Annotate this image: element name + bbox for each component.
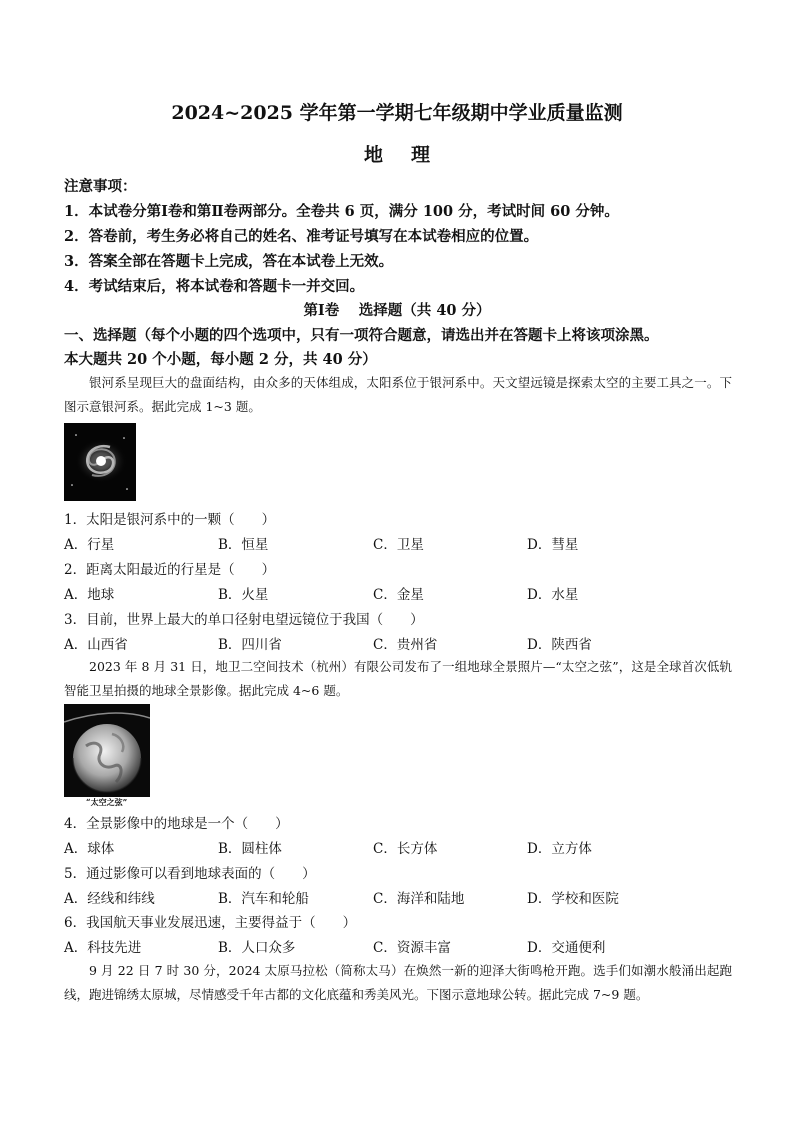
question-5-option-b[interactable]: B．汽车和轮船	[218, 891, 309, 907]
question-1-option-c[interactable]: C．卫星	[373, 537, 424, 553]
galaxy-image	[64, 423, 136, 501]
question-1-option-a[interactable]: A．行星	[64, 537, 115, 553]
question-2-option-c[interactable]: C．金星	[373, 587, 424, 603]
notice-item-4: 4．考试结束后，将本试卷和答题卡一并交回。	[64, 278, 365, 295]
question-6-option-c[interactable]: C．资源丰富	[373, 940, 451, 956]
question-6-option-a[interactable]: A．科技先进	[64, 940, 142, 956]
question-1-option-b[interactable]: B．恒星	[218, 537, 269, 553]
passage-marathon: 9 月 22 日 7 时 30 分，2024 太原马拉松（简称太马）在焕然一新的迎泽大街鸣枪开跑。选手们如潮水般涌出起跑线，跑进锦绣太原城，尽情感受千年古都的文化底蕴和秀美风光。下图示意地球公转。据此完成 7~9 题。	[64, 963, 732, 1002]
subject-title: 地理	[363, 144, 458, 166]
image-caption: “太空之弦”	[86, 797, 128, 807]
question-4-stem: 4．全景影像中的地球是一个（ ）	[64, 816, 289, 832]
question-4-option-c[interactable]: C．长方体	[373, 841, 438, 857]
question-2-option-a[interactable]: A．地球	[64, 587, 115, 603]
question-3-option-a[interactable]: A．山西省	[64, 637, 128, 653]
question-1-stem: 1．太阳是银河系中的一颗（ ）	[64, 512, 276, 528]
section-title: 第Ⅰ卷 选择题（共 40 分）	[303, 302, 491, 319]
question-3-option-c[interactable]: C．贵州省	[373, 637, 438, 653]
question-5-option-c[interactable]: C．海洋和陆地	[373, 891, 465, 907]
question-2-option-b[interactable]: B．火星	[218, 587, 269, 603]
notice-item-3: 3．答案全部在答题卡上完成，答在本试卷上无效。	[64, 253, 394, 270]
question-2-option-d[interactable]: D．水星	[527, 587, 579, 603]
notice-item-2: 2．答卷前，考生务必将自己的姓名、准考证号填写在本试卷相应的位置。	[64, 228, 539, 245]
exam-title: 2024~2025 学年第一学期七年级期中学业质量监测	[171, 102, 623, 124]
question-5-stem: 5．通过影像可以看到地球表面的（ ）	[64, 866, 316, 882]
question-4-option-b[interactable]: B．圆柱体	[218, 841, 282, 857]
section-instruction-1: 一、选择题（每个小题的四个选项中，只有一项符合题意，请选出并在答题卡上将该项涂黑。	[64, 327, 659, 344]
passage-earth-image: 2023 年 8 月 31 日，地卫二空间技术（杭州）有限公司发布了一组地球全景照片—“太空之弦”，这是全球首次低轨智能卫星拍摄的地球全景影像。据此完成 4~6 题。	[64, 659, 732, 698]
passage-galaxy: 银河系呈现巨大的盘面结构，由众多的天体组成，太阳系位于银河系中。天文望远镜是探索太空的主要工具之一。下图示意银河系。据此完成 1~3 题。	[64, 375, 732, 414]
question-6-option-d[interactable]: D．交通便利	[527, 940, 606, 956]
question-3-stem: 3．目前，世界上最大的单口径射电望远镜位于我国（ ）	[64, 612, 424, 628]
notice-heading: 注意事项：	[64, 178, 137, 195]
question-4-option-d[interactable]: D．立方体	[527, 841, 592, 857]
notice-item-1: 1．本试卷分第Ⅰ卷和第Ⅱ卷两部分。全卷共 6 页，满分 100 分，考试时间 60 分钟。	[64, 203, 619, 220]
section-instruction-2: 本大题共 20 个小题，每小题 2 分，共 40 分）	[64, 351, 377, 368]
question-6-stem: 6．我国航天事业发展迅速，主要得益于（ ）	[64, 915, 357, 931]
question-5-option-d[interactable]: D．学校和医院	[527, 891, 619, 907]
question-5-option-a[interactable]: A．经线和纬线	[64, 891, 155, 907]
question-3-option-d[interactable]: D．陕西省	[527, 637, 592, 653]
question-4-option-a[interactable]: A．球体	[64, 841, 115, 857]
earth-panorama-image	[64, 704, 150, 797]
question-2-stem: 2．距离太阳最近的行星是（ ）	[64, 562, 276, 578]
question-6-option-b[interactable]: B．人口众多	[218, 940, 296, 956]
question-1-option-d[interactable]: D．彗星	[527, 537, 579, 553]
question-3-option-b[interactable]: B．四川省	[218, 637, 282, 653]
